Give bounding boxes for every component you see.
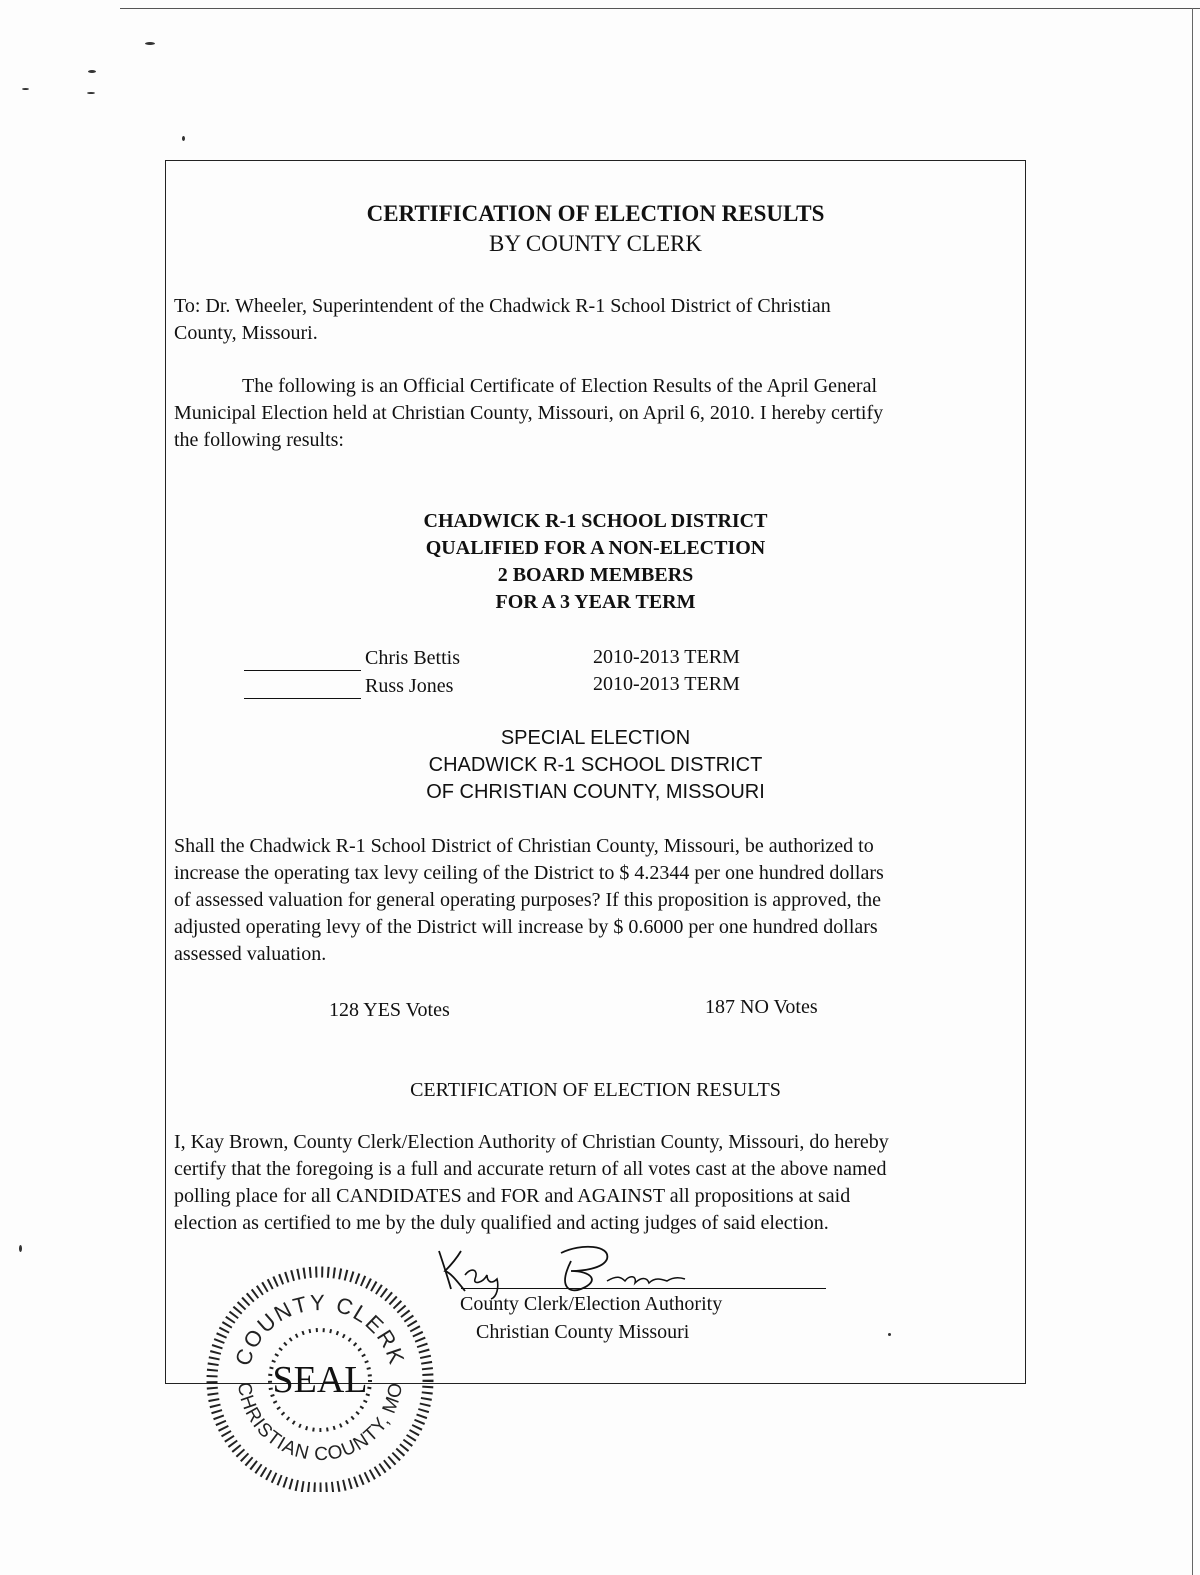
district-heading: [166, 508, 1025, 616]
certification-line: election as certified to me by the duly qualified and acting judges of said election.: [174, 1212, 829, 1234]
no-votes: 187 NO Votes: [705, 996, 818, 1018]
address-line: County, Missouri.: [174, 322, 318, 344]
document-title: CERTIFICATION OF ELECTION RESULTS: [366, 201, 825, 226]
proposition-line: assessed valuation.: [174, 943, 327, 965]
scan-speck: [22, 88, 29, 90]
signature-line: [461, 1288, 826, 1289]
certificate-border: [165, 160, 1026, 1384]
signer-title: County Clerk/Election Authority: [460, 1293, 723, 1315]
intro-line: The following is an Official Certificate of Election Results of the April General: [242, 375, 877, 397]
address-block: [174, 293, 1014, 347]
intro-line: the following results:: [174, 429, 344, 451]
certification-heading: CERTIFICATION OF ELECTION RESULTS: [410, 1079, 781, 1101]
certification-line: certify that the foregoing is a full and accurate return of all votes cast at the above named: [174, 1158, 887, 1180]
candidate-name: Russ Jones: [365, 675, 454, 697]
special-heading-line: SPECIAL ELECTION: [500, 727, 691, 749]
seal-center-text: SEAL: [272, 1359, 368, 1401]
scan-speck: [145, 42, 155, 45]
proposition-line: adjusted operating levy of the District will increase by $ 0.6000 per one hundred dollars: [174, 916, 878, 938]
proposition-line: Shall the Chadwick R-1 School District of Christian County, Missouri, be authorized to: [174, 835, 874, 857]
svg-text:COUNTY CLERK: [230, 1290, 410, 1369]
scan-speck: [19, 1245, 22, 1252]
scan-speck: [182, 136, 185, 141]
seal-top-text: COUNTY CLERK: [230, 1289, 410, 1369]
intro-paragraph: [174, 373, 1014, 454]
district-heading-line: CHADWICK R-1 SCHOOL DISTRICT: [423, 510, 768, 532]
proposition-text: [174, 833, 1014, 968]
district-heading-line: 2 BOARD MEMBERS: [497, 564, 694, 586]
handwritten-signature: [421, 1241, 721, 1301]
certification-line: polling place for all CANDIDATES and FOR and AGAINST all propositions at said: [174, 1185, 851, 1207]
proposition-line: of assessed valuation for general operating purposes? If this proposition is approved, the: [174, 889, 882, 911]
proposition-line: increase the operating tax levy ceiling of the District to $ 4.2344 per one hundred dollars: [174, 862, 884, 884]
district-heading-line: QUALIFIED FOR A NON-ELECTION: [425, 537, 766, 559]
signer-county: Christian County Missouri: [476, 1321, 690, 1343]
address-line: To: Dr. Wheeler, Superintendent of the Chadwick R-1 School District of Christian: [174, 295, 831, 317]
candidate-blank-line: [244, 670, 361, 671]
certification-line: I, Kay Brown, County Clerk/Election Authority of Christian County, Missouri, do hereby: [174, 1131, 889, 1153]
scan-edge-top: [120, 8, 1200, 9]
candidate-name: Chris Bettis: [365, 647, 461, 669]
candidate-term: 2010-2013 TERM: [593, 646, 740, 668]
seal-bottom-text: CHRISTIAN COUNTY, MO: [232, 1380, 408, 1466]
district-heading-line: FOR A 3 YEAR TERM: [495, 591, 696, 613]
special-heading-line: CHADWICK R-1 SCHOOL DISTRICT: [428, 754, 763, 776]
certification-statement: [174, 1129, 1014, 1237]
special-election-heading: [166, 725, 1025, 806]
scan-speck: [87, 92, 95, 94]
yes-votes: 128 YES Votes: [329, 999, 450, 1021]
scan-speck: [88, 70, 96, 73]
document-subtitle: BY COUNTY CLERK: [489, 231, 702, 256]
candidate-term: 2010-2013 TERM: [593, 673, 740, 695]
candidate-blank-line: [244, 698, 361, 699]
special-heading-line: OF CHRISTIAN COUNTY, MISSOURI: [426, 781, 765, 803]
intro-line: Municipal Election held at Christian County, Missouri, on April 6, 2010. I hereby certify: [174, 402, 884, 424]
county-clerk-seal: [198, 1262, 438, 1492]
scan-edge-right: [1192, 8, 1193, 1575]
